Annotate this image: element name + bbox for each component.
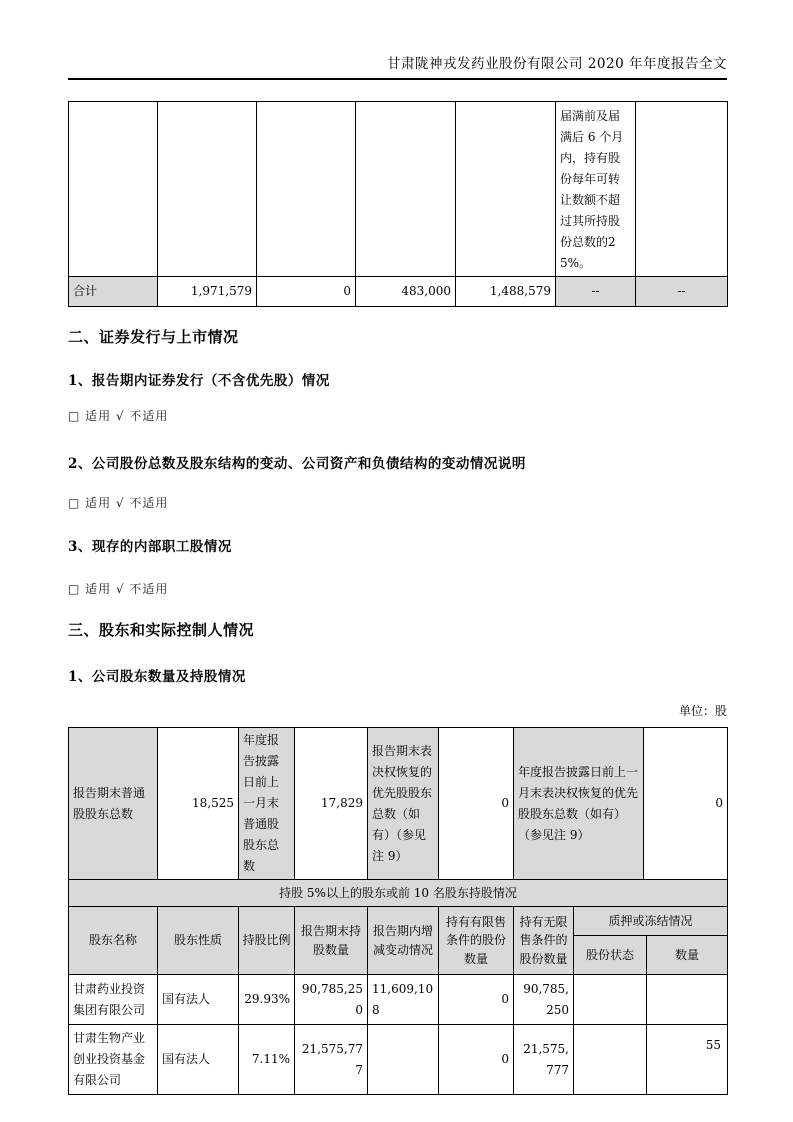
applicability-line: □ 适用 √ 不适用 — [68, 409, 169, 423]
prior-month-holders-label: 年度报告披露日前上一月末普通股股东总数 — [239, 728, 295, 880]
shareholder-restricted: 0 — [439, 975, 514, 1025]
top10-banner: 持股 5%以上的股东或前 10 名股东持股情况 — [69, 880, 728, 907]
total-row — [69, 277, 728, 307]
prior-month-holders-value: 17,829 — [295, 728, 368, 880]
summary-row — [69, 728, 728, 880]
shareholder-unrestricted: 90,785,250 — [514, 975, 574, 1025]
total-value-cell: -- — [636, 277, 728, 307]
shareholder-ratio: 29.93% — [239, 975, 295, 1025]
top10-shareholders-table — [68, 906, 728, 1095]
col-header-change: 报告期内增减变动情况 — [368, 907, 439, 975]
table-row — [69, 102, 728, 277]
shareholder-summary-table — [68, 727, 728, 880]
item-heading-shareholder-count: 1、公司股东数量及持股情况 — [68, 669, 246, 685]
banner-row — [69, 880, 728, 907]
col-header-pledge-group: 质押或冻结情况 — [574, 907, 728, 936]
page-number: 55 — [705, 1038, 721, 1052]
empty-cell — [69, 102, 158, 277]
applicability-line: □ 适用 √ 不适用 — [68, 496, 169, 510]
shareholder-change — [368, 1025, 439, 1095]
total-value-cell: 0 — [257, 277, 356, 307]
preferred-prior-holders-label: 年度报告披露日前上一月末表决权恢复的优先股股东总数（如有）（参见注 9） — [514, 728, 644, 880]
empty-cell — [356, 102, 456, 277]
col-header-shares-end: 报告期末持股数量 — [295, 907, 368, 975]
col-header-restricted: 持有有限售条件的股份数量 — [439, 907, 514, 975]
shareholder-name: 甘肃药业投资集团有限公司 — [69, 975, 158, 1025]
section-heading-shareholders: 三、股东和实际控制人情况 — [68, 621, 255, 639]
applicability-line: □ 适用 √ 不适用 — [68, 582, 169, 596]
lockup-shares-table — [68, 101, 728, 307]
total-value-cell: 1,971,579 — [158, 277, 257, 307]
shareholder-shares-end: 21,575,777 — [295, 1025, 368, 1095]
col-header-nature: 股东性质 — [158, 907, 239, 975]
unit-label: 单位：股 — [678, 704, 727, 718]
total-value-cell: 483,000 — [356, 277, 456, 307]
total-label-cell: 合计 — [69, 277, 158, 307]
shareholder-row — [69, 975, 728, 1025]
col-header-name: 股东名称 — [69, 907, 158, 975]
shareholder-table-block — [68, 727, 727, 1095]
section-heading-securities-issuance: 二、证券发行与上市情况 — [68, 328, 239, 346]
doc-header-title: 甘肃陇神戎发药业股份有限公司 2020 年年度报告全文 — [387, 56, 727, 72]
header-row — [69, 907, 728, 936]
shareholder-name: 甘肃生物产业创业投资基金有限公司 — [69, 1025, 158, 1095]
lockup-note-cell: 届满前及届满后 6 个月内，持有股份每年可转让数额不超过其所持股份总数的25%。 — [556, 102, 636, 277]
empty-cell — [158, 102, 257, 277]
doc-header — [68, 0, 727, 80]
shareholder-pledge-status — [574, 975, 647, 1025]
preferred-prior-holders-value: 0 — [644, 728, 728, 880]
shareholder-pledge-qty — [647, 975, 728, 1025]
total-value-cell: 1,488,579 — [456, 277, 556, 307]
preferred-holders-value: 0 — [439, 728, 514, 880]
shareholder-pledge-qty — [647, 1025, 728, 1095]
item-heading-share-structure-changes: 2、公司股份总数及股东结构的变动、公司资产和负债结构的变动情况说明 — [68, 456, 526, 472]
empty-cell — [636, 102, 728, 277]
total-value-cell: -- — [556, 277, 636, 307]
ordinary-holders-label: 报告期末普通股股东总数 — [69, 728, 158, 880]
shareholder-restricted: 0 — [439, 1025, 514, 1095]
item-heading-internal-employee-shares: 3、现存的内部职工股情况 — [68, 539, 232, 555]
shareholder-change: 11,609,108 — [368, 975, 439, 1025]
shareholder-nature: 国有法人 — [158, 975, 239, 1025]
col-header-pledge-qty: 数量 — [647, 936, 728, 975]
shareholder-nature: 国有法人 — [158, 1025, 239, 1095]
shareholder-pledge-status — [574, 1025, 647, 1095]
col-header-ratio: 持股比例 — [239, 907, 295, 975]
shareholder-row — [69, 1025, 728, 1095]
ordinary-holders-value: 18,525 — [158, 728, 239, 880]
empty-cell — [456, 102, 556, 277]
shareholder-unrestricted: 21,575,777 — [514, 1025, 574, 1095]
empty-cell — [257, 102, 356, 277]
shareholder-ratio: 7.11% — [239, 1025, 295, 1095]
col-header-pledge-status: 股份状态 — [574, 936, 647, 975]
shareholder-shares-end: 90,785,250 — [295, 975, 368, 1025]
preferred-holders-label: 报告期末表决权恢复的优先股股东总数（如有）（参见注 9） — [368, 728, 439, 880]
col-header-unrestricted: 持有无限售条件的股份数量 — [514, 907, 574, 975]
top10-banner-table — [68, 879, 728, 907]
item-heading-securities-issued-in-period: 1、报告期内证券发行（不含优先股）情况 — [68, 373, 330, 389]
